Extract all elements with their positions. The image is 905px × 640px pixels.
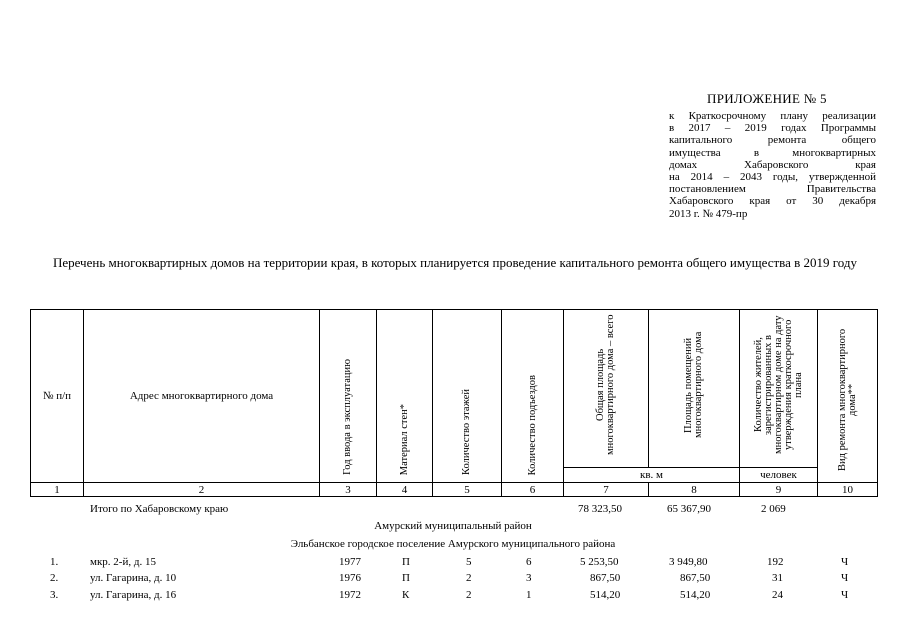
appendix-text (669, 110, 876, 220)
row-premises-area: 3 949,80 (669, 556, 708, 568)
total-area: 78 323,50 (578, 503, 622, 515)
header-premises-area: Площадь помещений многоквартирного дома (649, 310, 740, 468)
row-num: 1. (50, 556, 59, 568)
col-number: 7 (564, 483, 649, 497)
col-number: 5 (433, 483, 502, 497)
row-entrances: 6 (526, 556, 532, 568)
col-number: 10 (818, 483, 878, 497)
header-total-area: Общая площадь многоквартирного дома – всего (564, 310, 649, 468)
list-title: Перечень многоквартирных домов на территории края, в которых планируется проведение капитального ремонта общего имущества в 2019 году (52, 255, 858, 270)
total-premises-area: 65 367,90 (667, 503, 711, 515)
row-premises-area: 867,50 (680, 572, 711, 584)
unit-area: кв. м (564, 468, 740, 483)
row-num: 3. (50, 589, 59, 601)
appendix-line: имущества в многоквартирных (669, 146, 876, 159)
appendix-line: постановлением Правительства (669, 183, 876, 196)
unit-people: человек (740, 468, 818, 483)
row-material: П (402, 556, 410, 568)
row-address: ул. Гагарина, д. 16 (90, 589, 177, 601)
total-residents: 2 069 (761, 503, 786, 515)
col-number: 8 (649, 483, 740, 497)
row-residents: 31 (772, 572, 783, 584)
appendix-line: домах Хабаровского края (669, 158, 876, 171)
col-number: 3 (320, 483, 377, 497)
col-number: 9 (740, 483, 818, 497)
district-heading: Амурский муниципальный район (374, 520, 532, 532)
settlement-heading: Эльбанское городское поселение Амурского муниципального района (290, 538, 616, 550)
header-residents: Количество жителей, зарегистрированных в многоквартирном доме на дату утверждения краткосрочного плана (740, 310, 818, 468)
row-year: 1977 (339, 556, 361, 568)
total-label: Итого по Хабаровскому краю (90, 503, 229, 515)
row-num: 2. (50, 572, 59, 584)
header-floors: Количество этажей (433, 310, 502, 483)
row-premises-area: 514,20 (680, 589, 711, 601)
row-entrances: 3 (526, 572, 532, 584)
row-repair: Ч (841, 556, 849, 568)
row-material: К (402, 589, 410, 601)
col-number: 4 (377, 483, 433, 497)
row-repair: Ч (841, 572, 849, 584)
appendix-title: ПРИЛОЖЕНИЕ № 5 (707, 91, 827, 106)
appendix-line: капитального ремонта общего (669, 134, 876, 147)
header-entrances: Количество подъездов (502, 310, 564, 483)
col-number: 2 (84, 483, 320, 497)
col-number: 1 (31, 483, 84, 497)
header-num: № п/п (31, 310, 84, 483)
appendix-line: в 2017 – 2019 годах Программы (669, 122, 876, 135)
row-floors: 2 (466, 589, 472, 601)
row-year: 1976 (339, 572, 361, 584)
appendix-line: на 2014 – 2043 годы, утвержденной (669, 171, 876, 184)
row-total-area: 5 253,50 (580, 556, 619, 568)
row-floors: 5 (466, 556, 472, 568)
row-year: 1972 (339, 589, 361, 601)
row-address: мкр. 2-й, д. 15 (90, 556, 156, 568)
header-address: Адрес многоквартирного дома (84, 310, 320, 483)
row-repair: Ч (841, 589, 849, 601)
row-material: П (402, 572, 410, 584)
row-address: ул. Гагарина, д. 10 (90, 572, 177, 584)
header-repair-type: Вид ремонта многоквартирного дома** (818, 310, 878, 483)
row-residents: 192 (767, 556, 784, 568)
appendix-line: 2013 г. № 479-пр (669, 207, 748, 220)
row-residents: 24 (772, 589, 783, 601)
appendix-line: к Краткосрочному плану реализации (669, 110, 876, 122)
header-table (30, 309, 878, 497)
appendix-line: Хабаровского края от 30 декабря (669, 195, 876, 208)
row-total-area: 514,20 (590, 589, 621, 601)
row-total-area: 867,50 (590, 572, 621, 584)
row-floors: 2 (466, 572, 472, 584)
row-entrances: 1 (526, 589, 532, 601)
header-material: Материал стен* (377, 310, 433, 483)
col-number: 6 (502, 483, 564, 497)
header-year: Год ввода в эксплуатацию (320, 310, 377, 483)
